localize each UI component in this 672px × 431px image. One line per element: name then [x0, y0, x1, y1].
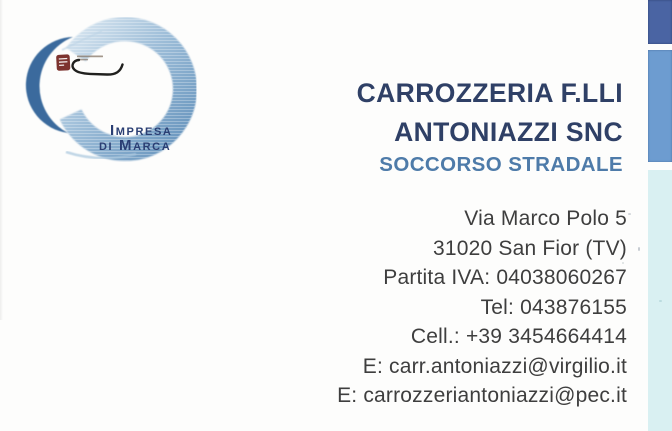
contact-phone: Tel: 043876155 [480, 295, 627, 319]
scan-speck [638, 247, 640, 251]
logo-wordmark-line1: Impresa [110, 122, 173, 139]
contact-email-pec: E: carrozzeriantoniazzi@pec.it [337, 384, 627, 407]
scan-speck [628, 213, 631, 215]
company-header [357, 74, 623, 177]
company-logo [0, 0, 260, 230]
company-name-line1: CARROZZERIA F.LLI [356, 78, 623, 108]
company-name-line2: ANTONIAZZI SNC [394, 117, 623, 147]
contact-mobile: Cell.: +39 3454664414 [410, 325, 627, 348]
stripe-segment-medium-blue [648, 50, 672, 162]
company-tagline: SOCCORSO STRADALE [379, 153, 623, 176]
emblem-swoosh [73, 60, 123, 75]
impresa-di-marca-logo-graphic [0, 0, 260, 230]
contact-email-primary: E: carr.antoniazzi@virgilio.it [362, 354, 627, 378]
stripe-segment-dark-blue [648, 0, 672, 44]
contact-vat-number: Partita IVA: 04038060267 [383, 266, 627, 289]
contact-address-street: Via Marco Polo 5 [464, 207, 627, 230]
scan-speck [622, 262, 624, 264]
chamber-emblem [56, 54, 70, 71]
contact-address-city: 31020 San Fior (TV) [432, 236, 627, 260]
logo-wordmark [99, 124, 172, 153]
side-color-stripe [648, 0, 672, 431]
logo-wordmark-line2: di Marca [99, 136, 172, 154]
scan-speck [659, 300, 662, 302]
contact-details [337, 204, 627, 411]
